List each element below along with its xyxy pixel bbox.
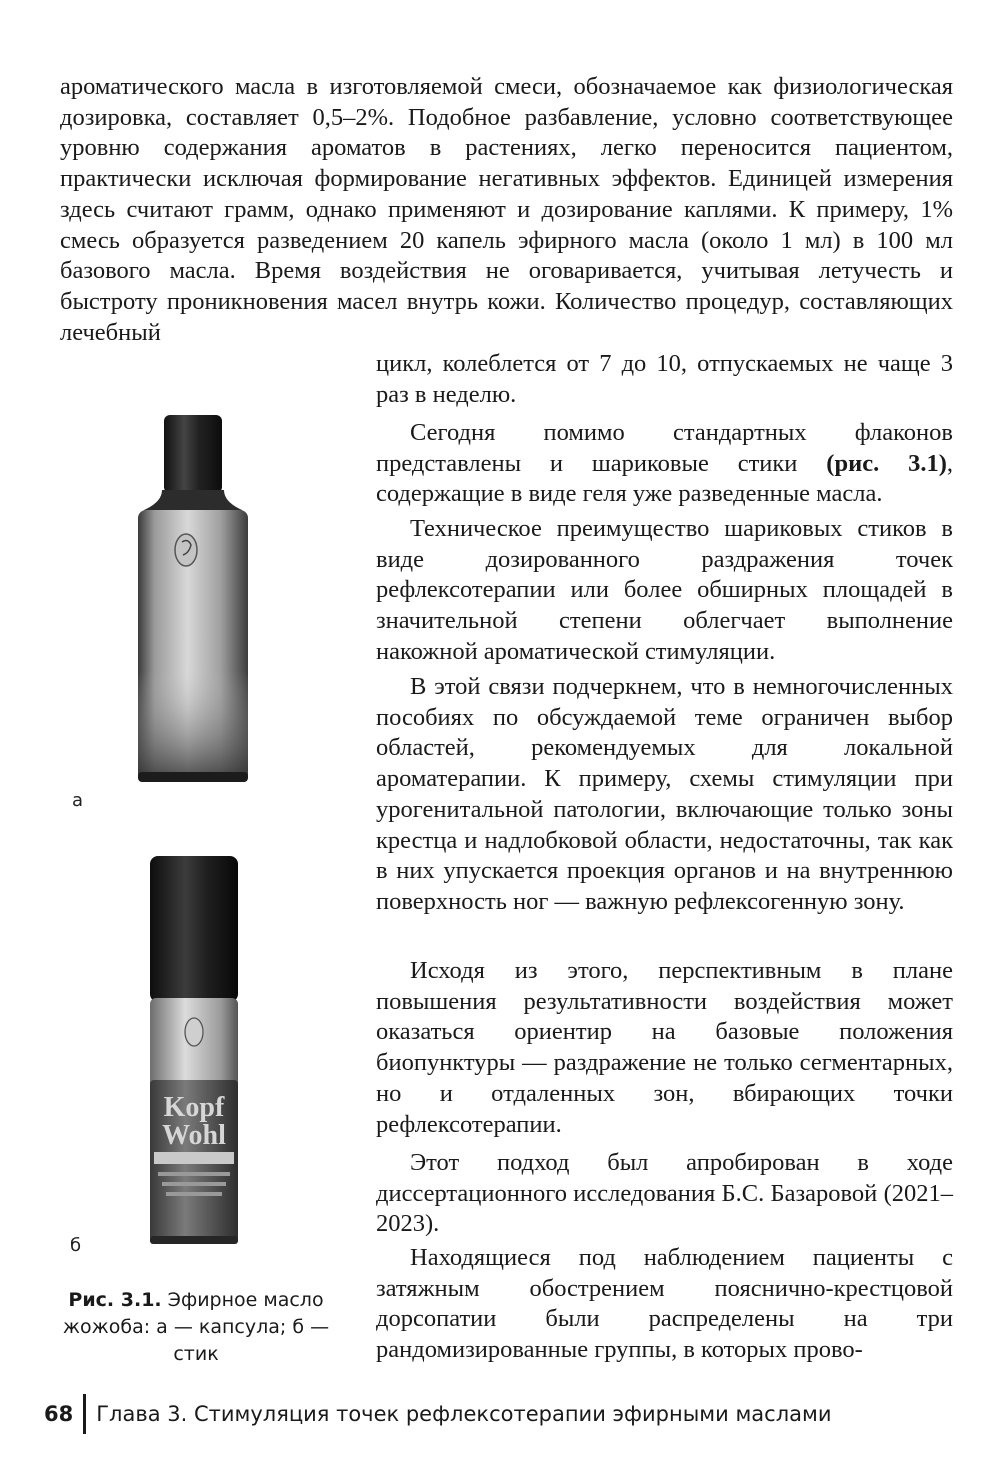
oil-stick-photo — [144, 852, 244, 1252]
body-paragraph-7: Находящиеся под наблюдением пациенты с затяжным обострением пояснично-крестцовой дорсопатии были распределены на три рандомизированные группы, в которых прово- — [376, 1244, 953, 1364]
chapter-title: Глава 3. Стимуляция точек рефлексотерапии эфирными маслами — [96, 1402, 832, 1426]
figure-label-b: б — [70, 1235, 82, 1256]
body-paragraph-1-tail: цикл, колеблется от 7 до 10, отпускаемых не чаще 3 раз в неделю. — [376, 350, 953, 408]
body-paragraph-6: Этот подход был апробирован в ходе диссертационного исследования Б.С. Базаровой (2021–2023). — [376, 1149, 953, 1238]
stick-label-line-2: Wohl — [162, 1120, 226, 1151]
page-number: 68 — [44, 1402, 74, 1426]
figure-caption — [46, 1287, 346, 1368]
body-paragraph-4: В этой связи подчеркнем, что в немногочисленных пособиях по обсуждаемой теме ограничен выбор областей, рекомендуемых для локальной ароматерапии. К примеру, схемы стимуляции при урогенитальной патологии, включающие только зоны крестца и надлобковой области, недостаточны, так как в них упускается проекция органов и на внутреннюю поверхность ног — важную рефлексогенную зону. — [376, 673, 953, 915]
stick-label-line-1: Kopf — [163, 1092, 225, 1123]
body-paragraph-5: Исходя из этого, перспективным в плане повышения результативности воздействия может оказаться ориентир на базовые положения биопунктуры — раздражение не только сегментарных, но и отдаленных зон, вбирающих точки рефлексотерапии. — [376, 957, 953, 1138]
oil-bottle-photo — [128, 410, 258, 790]
figure-label-a: а — [72, 790, 84, 811]
body-paragraph-2: Сегодня помимо стандартных флаконов представлены и шариковые стики (рис. 3.1), содержащие в виде геля уже разведенные масла. — [376, 419, 953, 508]
figure-reference: (рис. 3.1) — [826, 449, 947, 477]
footer-divider — [83, 1394, 86, 1434]
figure-caption-number: Рис. 3.1. — [68, 1289, 162, 1311]
figure-caption-text: Эфирное масло жожоба: а — капсула; б — стик — [62, 1289, 330, 1365]
body-paragraph-1: ароматического масла в изготовляемой смеси, обозначаемое как физиологическая дозировка, составляет 0,5–2%. Подобное разбавление, условно соответствующее уровню содержания ароматов в растениях, легко переносится пациентом, практически исключая формирование негативных эффектов. Единицей измерения здесь считают грамм, однако применяют и дозирование каплями. К примеру, 1% смесь образуется разведением 20 капель эфирного масла (около 1 мл) в 100 мл базового масла. Время воздействия не оговаривается, учитывая летучесть и быстроту проникновения масел внутрь кожи. Количество процедур, составляющих лечебный — [60, 73, 953, 346]
body-paragraph-3: Техническое преимущество шариковых стиков в виде дозированного раздражения точек рефлексотерапии или более обширных площадей в значительной степени облегчает выполнение накожной ароматической стимуляции. — [376, 515, 953, 665]
page-footer — [44, 1394, 832, 1434]
